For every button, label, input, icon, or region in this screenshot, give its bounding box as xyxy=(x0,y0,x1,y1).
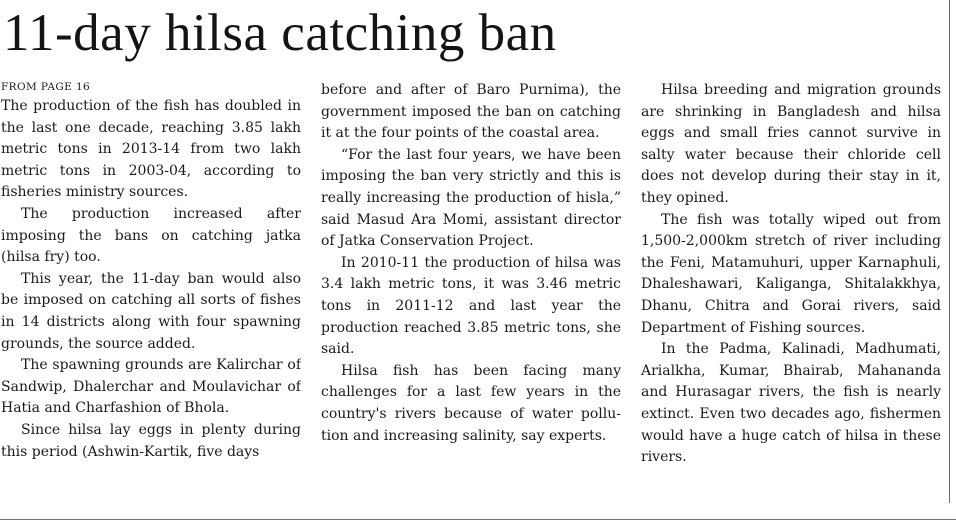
text-column-3 xyxy=(641,80,941,512)
headline: 11-day hilsa catching ban xyxy=(3,4,557,62)
paragraph: In the Padma, Kalinadi, Madhumati, Arialkha, Kumar, Bhairab, Mahananda and Hurasagar rivers, the fish is nearly extinct. Even two decades ago, fishermen would have a huge catch of hilsa in these rivers. xyxy=(641,341,941,466)
paragraph: The fish was totally wiped out from 1,500-2,000km stretch of river including the Feni, Matamuhuri, upper Karnaphuli, Dhaleshawari, Kaliganga, Shitalakkhya, Dhanu, Chitra and Gorai rivers, said Department of Fishing sources. xyxy=(641,211,941,336)
paragraph: Since hilsa lay eggs in plenty during this period (Ashwin-Kartik, five days xyxy=(1,421,301,460)
paragraph: The production increased after imposing the bans on catching jatka (hilsa fry) too. xyxy=(1,205,301,266)
paragraph: before and after of Baro Purnima), the government imposed the ban on catching it at the four points of the coastal area. xyxy=(321,82,621,142)
column-rule-right xyxy=(949,0,950,503)
paragraph: Hilsa fish has been facing many challenges for a last few years in the country's rivers because of water pollution and increasing salinity, say experts. xyxy=(321,362,621,444)
paragraph: This year, the 11-day ban would also be imposed on catching all sorts of fishes in 14 districts along with four spawning grounds, the source added. xyxy=(1,270,301,352)
text-column-2 xyxy=(321,80,621,512)
bottom-rule xyxy=(0,519,956,520)
paragraph: The spawning grounds are Kalirchar of Sandwip, Dhalerchar and Moulavichar of Hatia and Charfashion of Bhola. xyxy=(1,357,301,417)
paragraph: “For the last four years, we have been imposing the ban very strictly and this is really increasing the production of hisla,” said Masud Ara Momi, assistant director of Jatka Conservation Project. xyxy=(321,146,621,250)
text-column-1 xyxy=(1,80,301,512)
paragraph: Hilsa breeding and migration grounds are shrinking in Bangladesh and hilsa eggs and small fries cannot survive in salty water because their chloride cell does not develop during their stay in it, they opined. xyxy=(641,82,941,206)
paragraph: The production of the fish has doubled in the last one decade, reaching 3.85 lakh metric tons in 2013-14 from two lakh metric tons in 2003-04, according to fisheries ministry sources. xyxy=(1,98,301,201)
jump-line: FROM PAGE 16 xyxy=(1,81,91,93)
paragraph: In 2010-11 the production of hilsa was 3.4 lakh metric tons, it was 3.46 metric tons in 2011-12 and last year the production reached 3.85 metric tons, she said. xyxy=(321,254,621,358)
